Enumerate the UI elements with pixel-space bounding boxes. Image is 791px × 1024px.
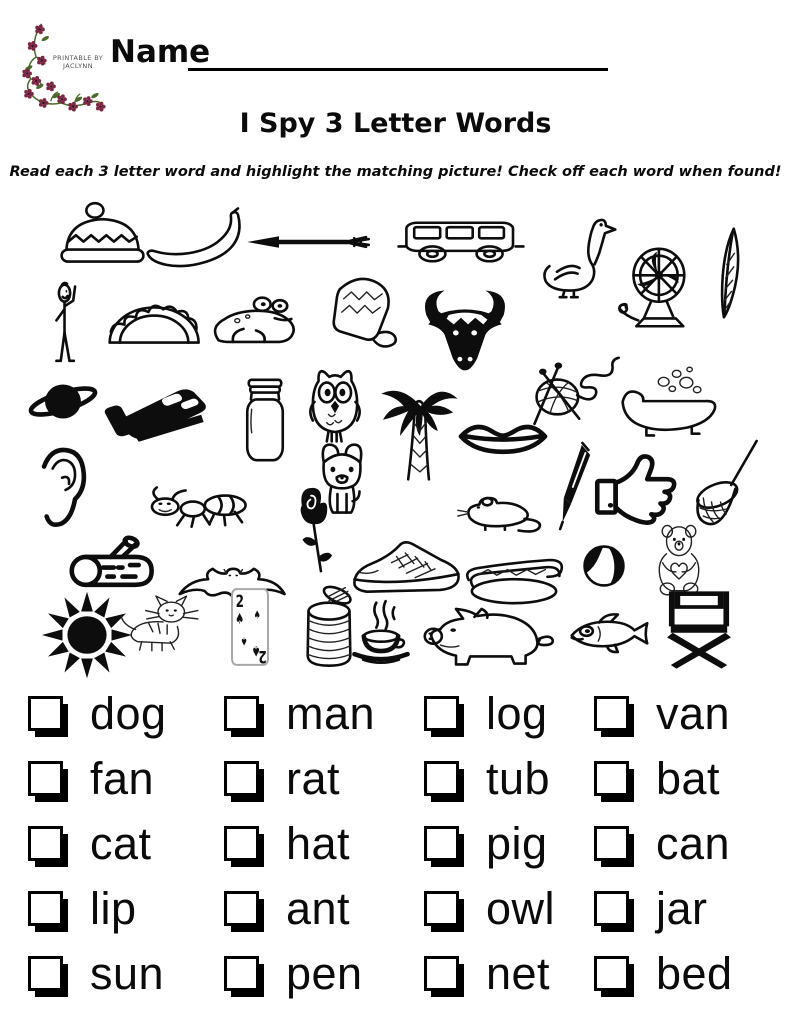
name-label: Name (110, 34, 211, 70)
checkbox-hat[interactable] (224, 826, 259, 861)
svg-text:♠: ♠ (253, 609, 261, 622)
checklist (28, 688, 768, 998)
beach-ball-image[interactable] (568, 530, 640, 602)
checkbox-lip[interactable] (28, 891, 63, 926)
checkbox-fan[interactable] (28, 761, 63, 796)
word-label: van (656, 687, 731, 739)
word-label: man (286, 687, 376, 739)
instructions-text: Read each 3 letter word and highlight the matching picture! Check off each word when found! (9, 164, 782, 180)
word-item-van (594, 688, 768, 738)
bathtub-image[interactable] (614, 358, 722, 446)
checkbox-log[interactable] (424, 696, 459, 731)
mitten-image[interactable] (313, 268, 409, 364)
feather-image[interactable] (692, 222, 750, 334)
goose-image[interactable] (525, 206, 619, 300)
word-item-bat (594, 753, 768, 803)
word-label: pig (486, 817, 548, 869)
svg-text:♠: ♠ (240, 633, 248, 647)
banana-image[interactable] (136, 203, 256, 281)
checkbox-can[interactable] (594, 826, 629, 861)
frog-image[interactable] (204, 278, 308, 360)
word-label: cat (90, 817, 152, 869)
svg-text:2: 2 (258, 646, 267, 667)
svg-text:♠: ♠ (235, 609, 245, 628)
word-label: jar (656, 882, 708, 934)
checkbox-dog[interactable] (28, 696, 63, 731)
checkbox-man[interactable] (224, 696, 259, 731)
checkbox-van[interactable] (594, 696, 629, 731)
arrow-left-image[interactable] (242, 218, 374, 266)
word-item-dog (28, 688, 224, 738)
word-item-can (594, 818, 768, 868)
word-label: bed (656, 947, 733, 999)
word-label: dog (90, 687, 167, 739)
electric-fan-image[interactable] (610, 240, 704, 338)
checkbox-rat[interactable] (224, 761, 259, 796)
planet-image[interactable] (24, 366, 102, 440)
word-label: sun (90, 947, 165, 999)
word-label: pen (286, 947, 363, 999)
word-item-lip (28, 883, 224, 933)
word-item-log (424, 688, 594, 738)
word-label: rat (286, 752, 341, 804)
checkbox-sun[interactable] (28, 956, 63, 991)
word-label: net (486, 947, 551, 999)
bed-image[interactable] (98, 368, 218, 458)
bull-image[interactable] (414, 283, 516, 377)
pig-image[interactable] (412, 594, 554, 682)
word-label: owl (486, 882, 556, 934)
playing-card-image[interactable] (220, 584, 280, 670)
word-item-tub (424, 753, 594, 803)
lips-image[interactable] (453, 400, 553, 470)
word-label: log (486, 687, 548, 739)
word-item-pen (224, 948, 424, 998)
logo-line1: PRINTABLE BY (52, 54, 104, 62)
checkbox-owl[interactable] (424, 891, 459, 926)
word-item-jar (594, 883, 768, 933)
man-image[interactable] (36, 280, 98, 374)
page-title: I Spy 3 Letter Words (239, 108, 552, 139)
word-item-ant (224, 883, 424, 933)
word-item-rat (224, 753, 424, 803)
word-label: tub (486, 752, 551, 804)
svg-text:2: 2 (235, 592, 244, 612)
checkbox-pen[interactable] (224, 956, 259, 991)
word-label: lip (90, 882, 137, 934)
checkbox-net[interactable] (424, 956, 459, 991)
word-item-man (224, 688, 424, 738)
taco-image[interactable] (96, 276, 210, 366)
checkbox-pig[interactable] (424, 826, 459, 861)
word-item-owl (424, 883, 594, 933)
thumbs-up-image[interactable] (584, 436, 686, 526)
word-item-pig (424, 818, 594, 868)
jar-image[interactable] (228, 370, 302, 468)
van-image[interactable] (396, 205, 526, 279)
word-label: hat (286, 817, 351, 869)
word-item-sun (28, 948, 224, 998)
fish-image[interactable] (560, 598, 658, 670)
word-item-net (424, 948, 594, 998)
checkbox-ant[interactable] (224, 891, 259, 926)
rose-image[interactable] (282, 480, 348, 578)
word-label: ant (286, 882, 351, 934)
word-item-cat (28, 818, 224, 868)
word-item-hat (224, 818, 424, 868)
checkbox-bat[interactable] (594, 761, 629, 796)
word-label: fan (90, 752, 155, 804)
word-label: bat (656, 752, 721, 804)
word-item-bed (594, 948, 768, 998)
checkbox-bed[interactable] (594, 956, 629, 991)
checkbox-cat[interactable] (28, 826, 63, 861)
word-item-fan (28, 753, 224, 803)
logo-line2: JACLYNN (63, 62, 93, 70)
svg-text:♠: ♠ (251, 642, 261, 660)
directors-chair-image[interactable] (652, 584, 746, 676)
cup-image[interactable] (342, 598, 420, 676)
checkbox-jar[interactable] (594, 891, 629, 926)
cat-image[interactable] (108, 590, 210, 666)
word-label: can (656, 817, 731, 869)
checkbox-tub[interactable] (424, 761, 459, 796)
